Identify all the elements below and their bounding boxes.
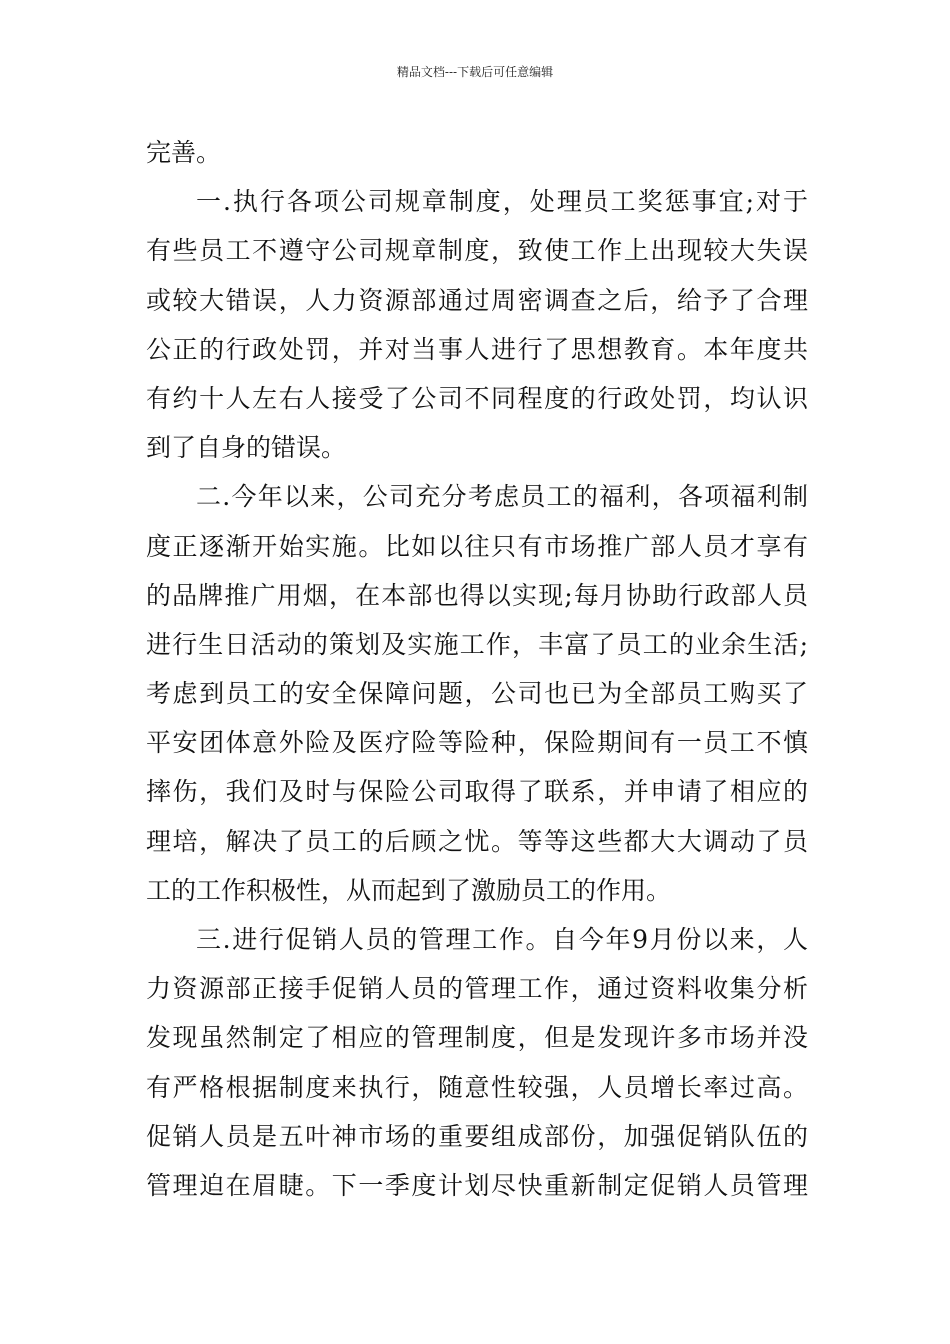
text-line: 公正的行政处罚，并对当事人进行了思想教育。本年度共 <box>146 334 808 364</box>
text-line: 的品牌推广用烟，在本部也得以实现;每月协助行政部人员 <box>146 580 808 610</box>
text-line: 到了自身的错误。 <box>146 433 347 463</box>
header-text: 精品文档---下载后可任意编辑 <box>396 65 554 79</box>
text-line: 有些员工不遵守公司规章制度，致使工作上出现较大失误 <box>146 236 808 266</box>
text-line: 考虑到员工的安全保障问题，公司也已为全部员工购买了 <box>146 679 808 709</box>
text-line: 平安团体意外险及医疗险等险种，保险期间有一员工不慎 <box>146 728 808 758</box>
text-line: 管理迫在眉睫。下一季度计划尽快重新制定促销人员管理 <box>146 1170 808 1200</box>
text-line: 促销人员是五叶神市场的重要组成部份，加强促销队伍的 <box>146 1121 808 1151</box>
paragraph-3-start: 三.进行促销人员的管理工作。自今年9月份以来，人 <box>196 925 808 954</box>
text-line: 理培，解决了员工的后顾之忧。等等这些都大大调动了员 <box>146 826 808 856</box>
paragraph-1-start: 一.执行各项公司规章制度，处理员工奖惩事宜;对于 <box>196 187 808 217</box>
page-header <box>0 64 950 80</box>
text-line: 有严格根据制度来执行，随意性较强，人员增长率过高。 <box>146 1072 808 1102</box>
text-line: 度正逐渐开始实施。比如以往只有市场推广部人员才享有 <box>146 531 808 561</box>
text-line: 进行生日活动的策划及实施工作，丰富了员工的业余生活; <box>146 629 808 659</box>
text-line: 完善。 <box>146 138 222 167</box>
text-line: 摔伤，我们及时与保险公司取得了联系，并申请了相应的 <box>146 777 808 807</box>
document-body <box>146 128 808 1210</box>
text-line: 力资源部正接手促销人员的管理工作，通过资料收集分析 <box>146 974 808 1004</box>
paragraph-2-start: 二.今年以来，公司充分考虑员工的福利，各项福利制 <box>196 482 808 512</box>
text-line: 或较大错误，人力资源部通过周密调查之后，给予了合理 <box>146 285 808 315</box>
text-line: 发现虽然制定了相应的管理制度，但是发现许多市场并没 <box>146 1023 808 1053</box>
text-line: 工的工作积极性，从而起到了激励员工的作用。 <box>146 875 672 905</box>
text-line: 有约十人左右人接受了公司不同程度的行政处罚，均认识 <box>146 383 808 413</box>
